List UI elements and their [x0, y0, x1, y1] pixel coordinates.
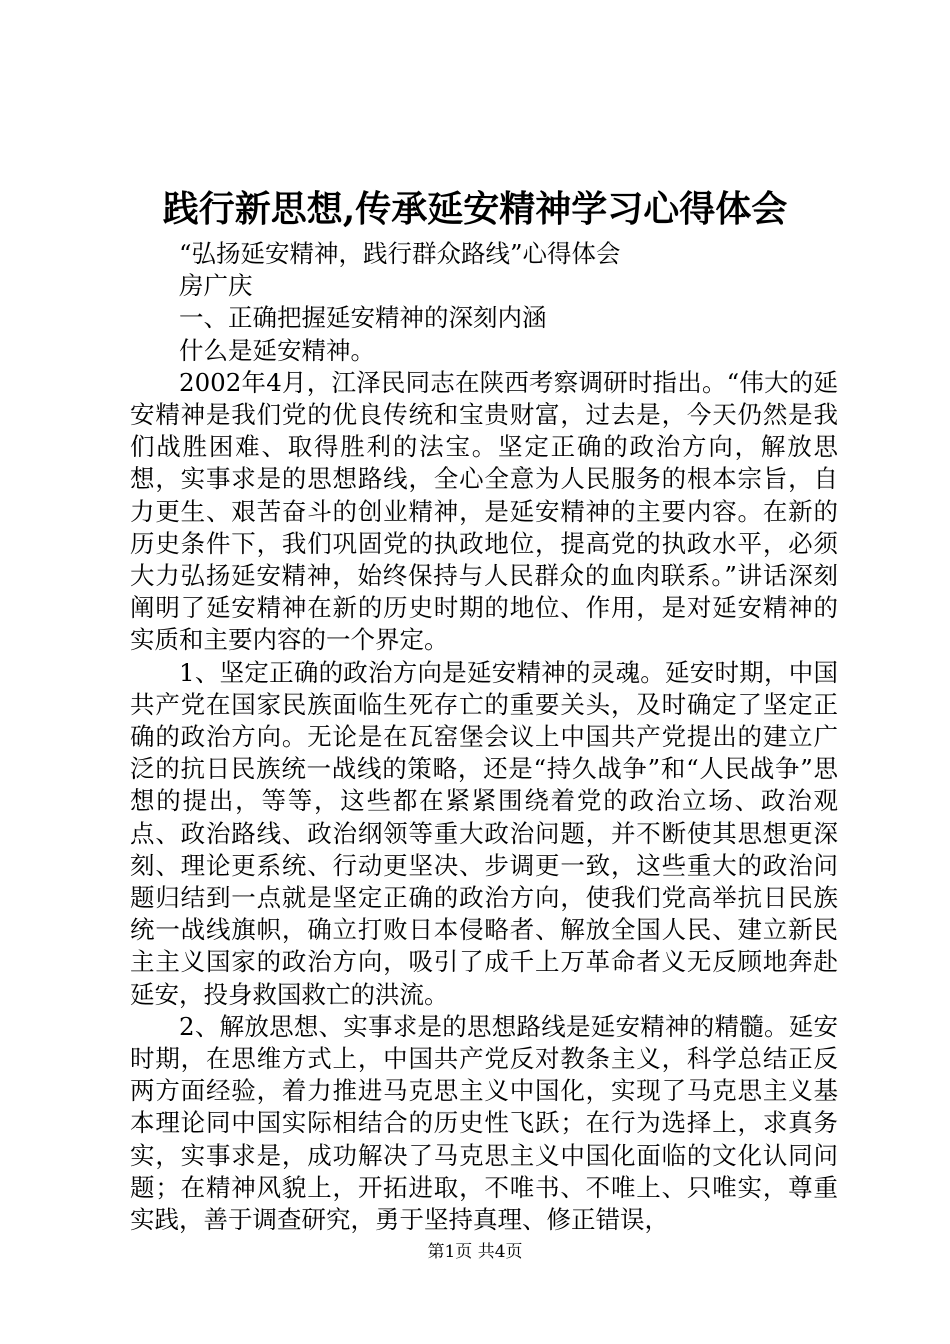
- subtitle-line: “弘扬延安精神，践行群众路线”心得体会: [179, 239, 621, 268]
- body-paragraph: 2、解放思想、实事求是的思想路线是延安精神的精髓。延安时期，在思维方式上，中国共产党反对教条主义，科学总结正反两方面经验，着力推进马克思主义中国化，实现了马克思主义基本理论同中国实际相结合的历史性飞跃；在行为选择上，求真务实，实事求是，成功解决了马克思主义中国化面临的文化认同问题；在精神风貌上，开拓进取，不唯书、不唯上、只唯实，尊重实践，善于调查研究，勇于坚持真理、修正错误，: [130, 1011, 838, 1235]
- page-footer: 第1页 共4页: [427, 1242, 523, 1262]
- document-body: [130, 238, 838, 1236]
- document-title: 践行新思想,传承延安精神学习心得体会: [162, 188, 788, 230]
- question-line: 什么是延安精神。: [179, 335, 375, 365]
- body-paragraph: 1、坚定正确的政治方向是延安精神的灵魂。延安时期，中国共产党在国家民族面临生死存亡的重要关头，及时确定了坚定正确的政治方向。无论是在瓦窑堡会议上中国共产党提出的建立广泛的抗日民族统一战线的策略，还是“持久战争”和“人民战争”思想的提出，等等，这些都在紧紧围绕着党的政治立场、政治观点、政治路线、政治纲领等重大政治问题，并不断使其思想更深刻、理论更系统、行动更坚决、步调更一致，这些重大的政治问题归结到一点就是坚定正确的政治方向，使我们党高举抗日民族统一战线旗帜，确立打败日本侵略者、解放全国人民、建立新民主主义国家的政治方向，吸引了成千上万革命者义无反顾地奔赴延安，投身救国救亡的洪流。: [130, 657, 838, 1009]
- body-paragraph: 2002年4月，江泽民同志在陕西考察调研时指出。“伟大的延安精神是我们党的优良传统和宝贵财富，过去是，今天仍然是我们战胜困难、取得胜利的法宝。坚定正确的政治方向，解放思想，实事求是的思想路线，全心全意为人民服务的根本宗旨，自力更生、艰苦奋斗的创业精神，是延安精神的主要内容。在新的历史条件下，我们巩固党的执政地位，提高党的执政水平，必须大力弘扬延安精神，始终保持与人民群众的血肉联系。”讲话深刻阐明了延安精神在新的历史时期的地位、作用，是对延安精神的实质和主要内容的一个界定。: [130, 367, 838, 655]
- section-heading: 一、正确把握延安精神的深刻内涵: [179, 303, 547, 333]
- author-line: 房广庆: [179, 271, 253, 301]
